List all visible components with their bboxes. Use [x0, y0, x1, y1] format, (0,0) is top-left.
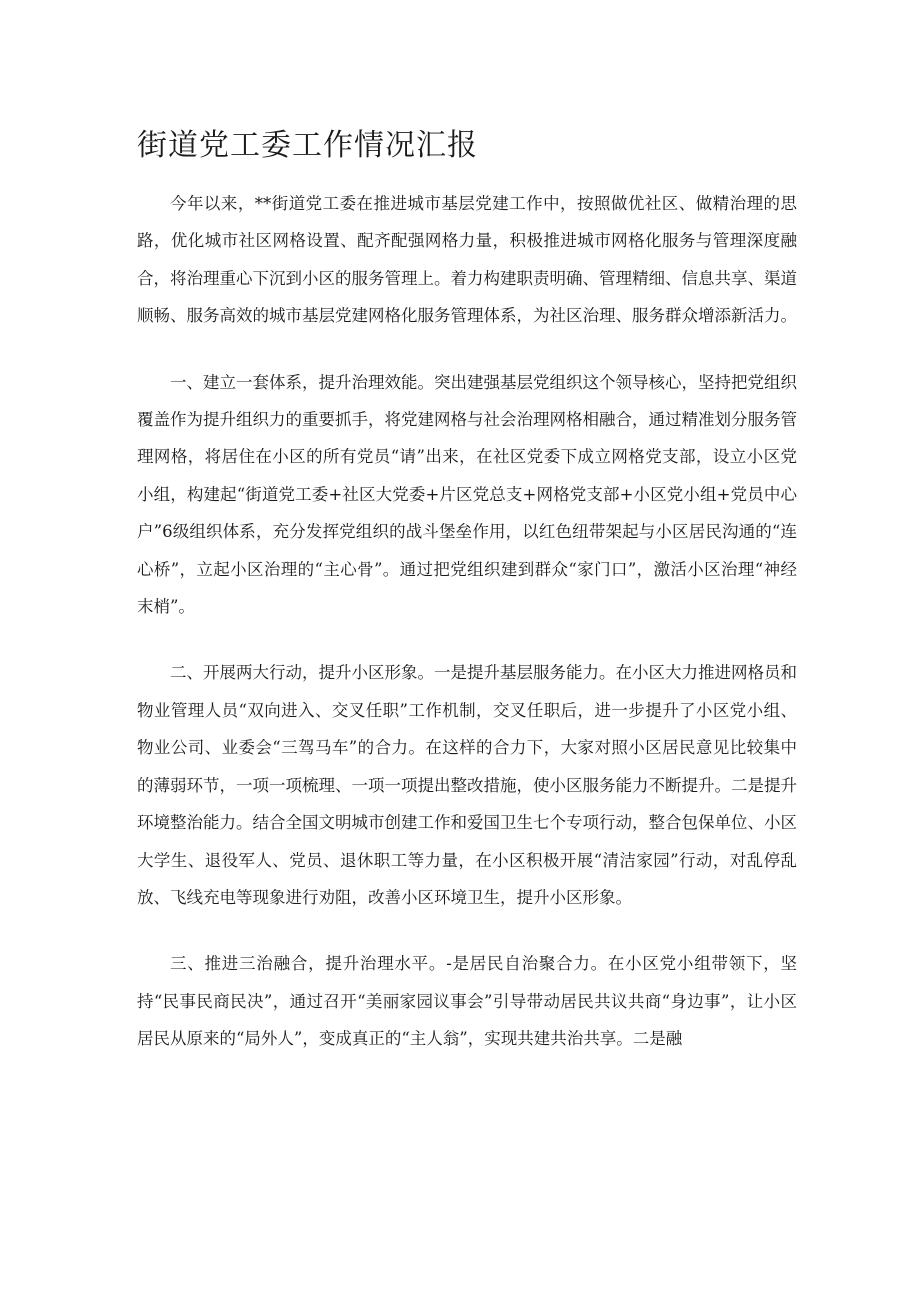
section-three-paragraph: 三、推进三治融合，提升治理水平。-是居民自治聚合力。在小区党小组带领下，坚持“民事民商民决”，通过召开“美丽家园议事会”引导带动居民共议共商“身边事”，让小区居民从原来的“局外人”，变成真正的“主人翁”，实现共建共治共享。二是融 — [137, 954, 797, 1049]
document-body — [137, 185, 797, 1087]
section-two-paragraph: 二、开展两大行动，提升小区形象。一是提升基层服务能力。在小区大力推进网格员和物业管理人员“双向进入、交叉任职”工作机制，交叉任职后，进一步提升了小区党小组、物业公司、业委会“三驾马车”的合力。在这样的合力下，大家对照小区居民意见比较集中的薄弱环节，一项一项梳理、一项一项提出整改措施，使小区服务能力不断提升。二是提升环境整治能力。结合全国文明城市创建工作和爱国卫生七个专项行动，整合包保单位、小区大学生、退役军人、党员、退休职工等力量，在小区积极开展“清洁家园”行动，对乱停乱放、飞线充电等现象进行劝阻，改善小区环境卫生，提升小区形象。 — [137, 663, 797, 907]
section-one-paragraph: 一、建立一套体系，提升治理效能。突出建强基层党组织这个领导核心，坚持把党组织覆盖作为提升组织力的重要抓手，将党建网格与社会治理网格相融合，通过精准划分服务管理网格，将居住在小区的所有党员“请”出来，在社区党委下成立网格党支部，设立小区党小组，构建起“街道党工委+社区大党委+片区党总支+网格党支部+小区党小组+党员中心户”6级组织体系，充分发挥党组织的战斗堡垒作用，以红色纽带架起与小区居民沟通的“连心桥”，立起小区治理的“主心骨”。通过把党组织建到群众“家门口”，激活小区治理“神经末梢”。 — [137, 372, 797, 617]
intro-paragraph: 今年以来，**街道党工委在推进城市基层党建工作中，按照做优社区、做精治理的思路，优化城市社区网格设置、配齐配强网格力量，积极推进城市网格化服务与管理深度融合，将治理重心下沉到小区的服务管理上。着力构建职责明确、管理精细、信息共享、渠道顺畅、服务高效的城市基层党建网格化服务管理体系，为社区治理、服务群众增添新活力。 — [137, 194, 797, 326]
document-title: 街道党工委工作情况汇报 — [137, 128, 478, 163]
